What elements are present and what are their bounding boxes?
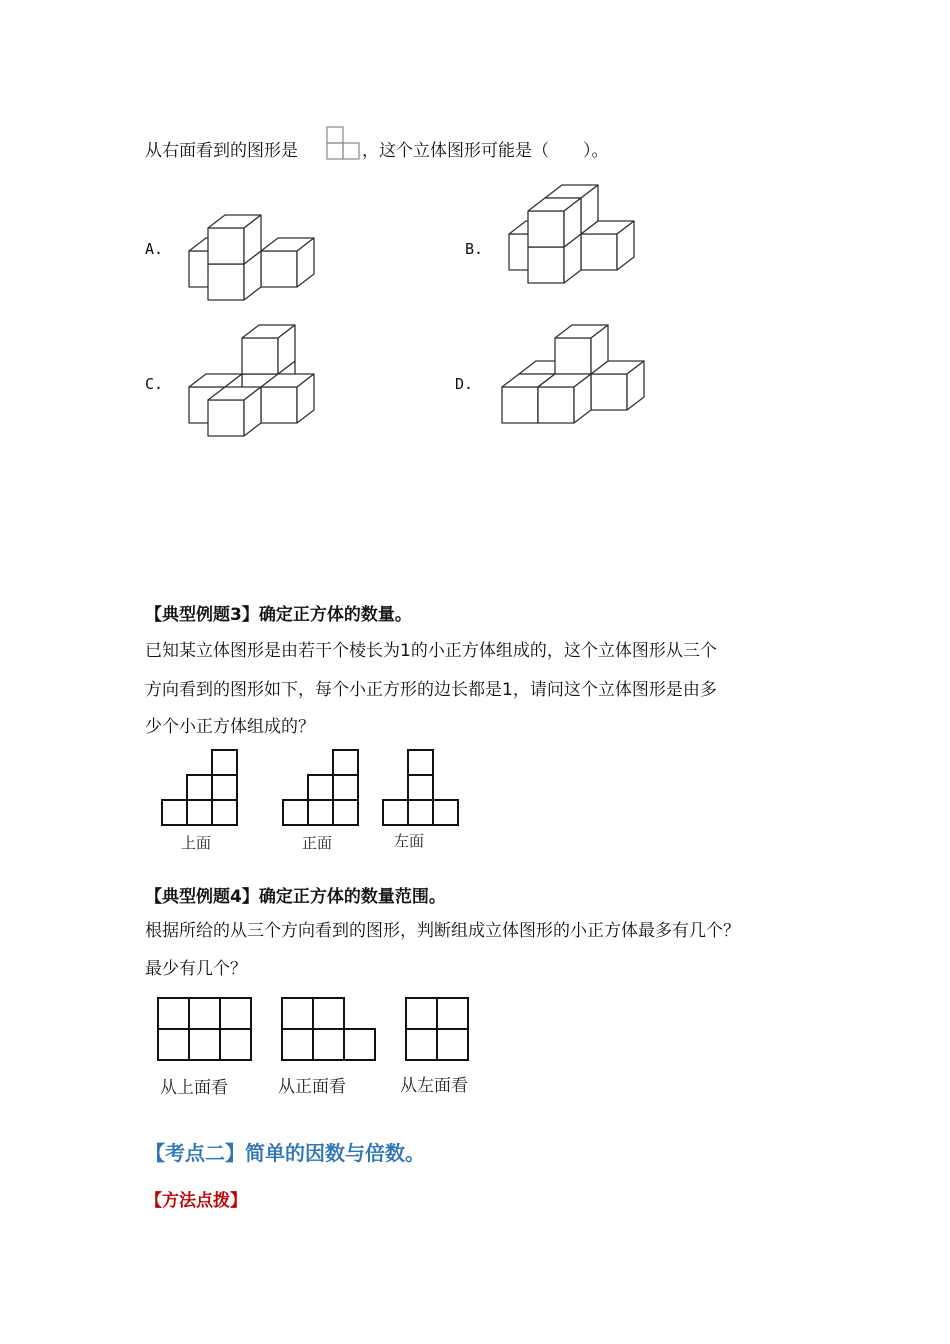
option-a-figure[interactable]: [170, 200, 310, 300]
option-b-label[interactable]: B.: [465, 240, 484, 258]
option-a-label[interactable]: A.: [145, 240, 164, 258]
right-view-icon: [326, 126, 362, 160]
option-d-label[interactable]: D.: [455, 375, 474, 393]
example4-caption-left: 从左面看: [400, 1076, 468, 1096]
example4-heading: 【典型例题4】确定正方体的数量范围。: [145, 887, 446, 907]
example3-front-view-grid: [282, 749, 362, 829]
example3-caption-front: 正面: [302, 834, 333, 852]
example4-top-view-grid: [157, 997, 257, 1067]
example4-body-line-1: 根据所给的从三个方向看到的图形，判断组成立体图形的小正方体最多有几个？: [145, 921, 740, 941]
example4-left-view-grid: [405, 997, 475, 1067]
example3-body-line-2: 方向看到的图形如下，每个小正方形的边长都是1，请问这个立体图形是由多: [145, 680, 717, 700]
question-text-before: 从右面看到的图形是: [145, 141, 298, 161]
example3-left-view-grid: [382, 749, 462, 829]
question-text-after: ，这个立体图形可能是（ ）。: [362, 141, 609, 161]
example4-front-view-grid: [281, 997, 381, 1067]
example4-caption-front: 从正面看: [278, 1077, 346, 1097]
example4-body-line-2: 最少有几个？: [145, 959, 247, 979]
example3-caption-top: 上面: [181, 834, 212, 852]
method-label: 【方法点拨】: [145, 1191, 247, 1211]
option-c-label[interactable]: C.: [145, 375, 164, 393]
example3-body-line-3: 少个小正方体组成的？: [145, 717, 315, 737]
option-c-figure[interactable]: [170, 323, 310, 443]
option-b-figure[interactable]: [490, 183, 630, 303]
example4-caption-top: 从上面看: [160, 1078, 228, 1098]
section-title: 【考点二】简单的因数与倍数。: [145, 1141, 425, 1165]
example3-heading: 【典型例题3】确定正方体的数量。: [145, 605, 412, 625]
example3-body-line-1: 已知某立体图形是由若干个棱长为1的小正方体组成的，这个立体图形从三个: [145, 641, 717, 661]
example3-top-view-grid: [161, 749, 241, 829]
option-d-figure[interactable]: [483, 323, 623, 443]
example3-caption-left: 左面: [394, 832, 425, 850]
